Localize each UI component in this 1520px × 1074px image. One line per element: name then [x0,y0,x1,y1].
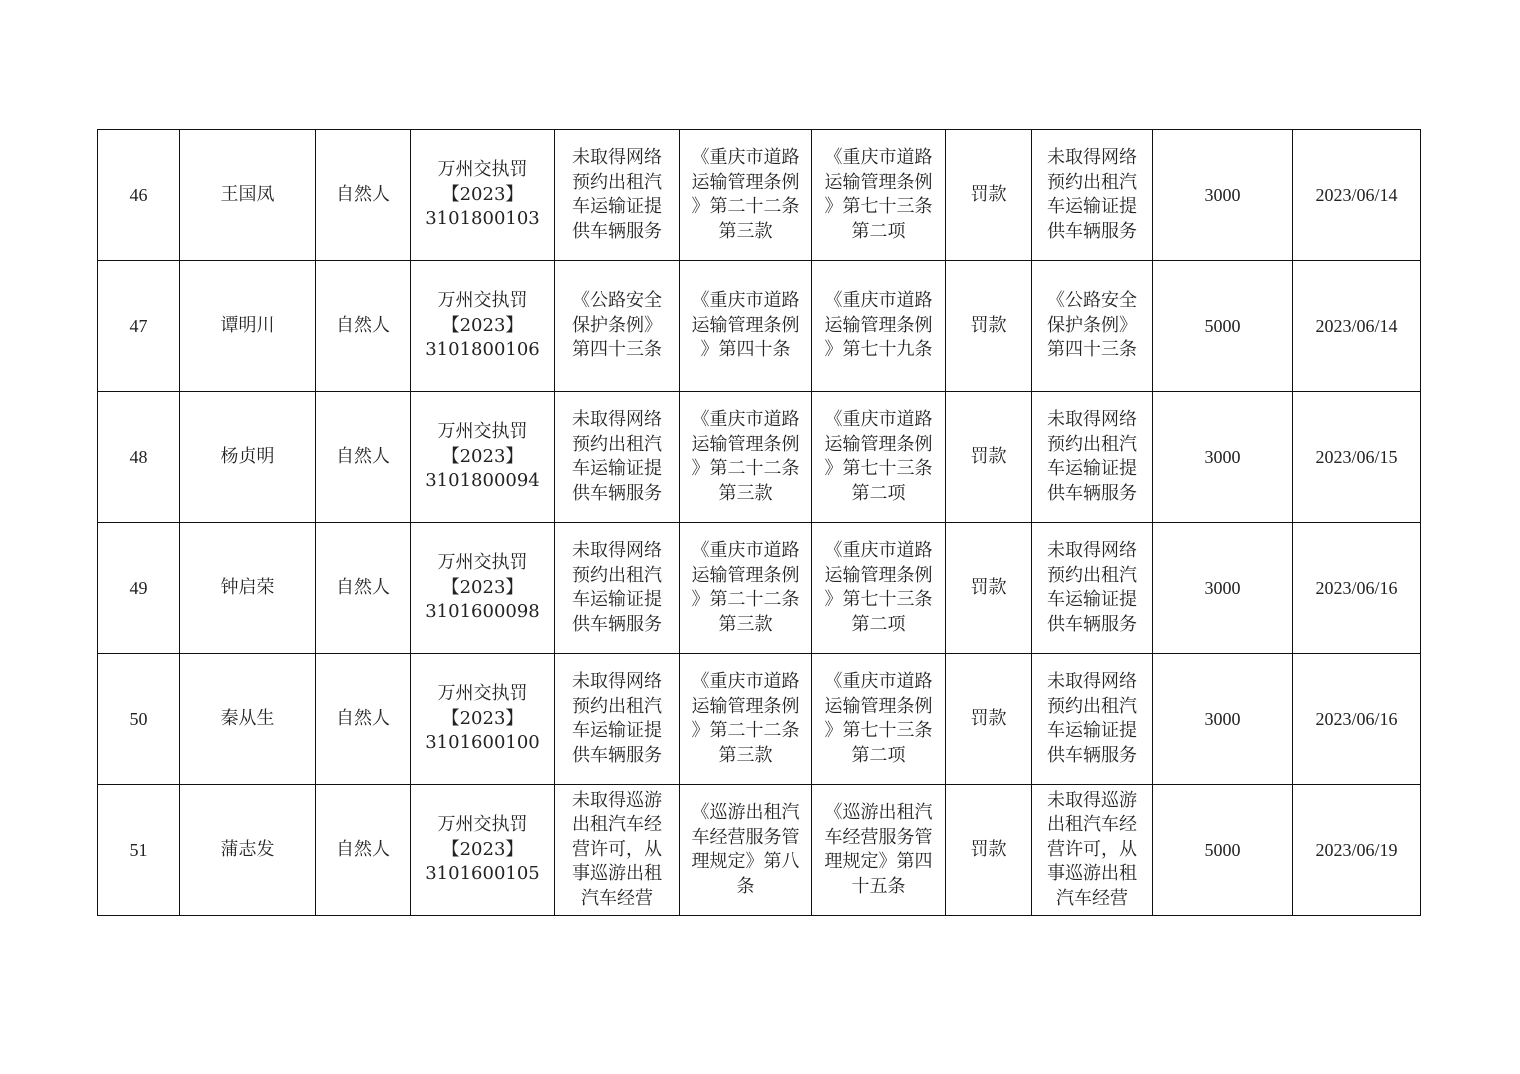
cell-seq: 47 [98,261,180,392]
cell-penalty-basis: 《重庆市道路 运输管理条例 》第七十三条 第二项 [812,523,946,654]
table-body [98,130,1421,916]
cell-date: 2023/06/14 [1293,261,1421,392]
cell-penalty-basis: 《重庆市道路 运输管理条例 》第七十九条 [812,261,946,392]
cell-violated-law: 《重庆市道路 运输管理条例 》第二十二条 第三款 [680,392,812,523]
cell-name: 蒲志发 [180,785,316,916]
cell-violated-law: 《重庆市道路 运输管理条例 》第二十二条 第三款 [680,130,812,261]
cell-violation: 《公路安全 保护条例》 第四十三条 [555,261,680,392]
cell-penalty-type: 罚款 [946,261,1032,392]
cell-violation: 未取得巡游 出租汽车经 营许可，从 事巡游出租 汽车经营 [555,785,680,916]
cell-amount: 3000 [1153,654,1293,785]
cell-violated-law: 《重庆市道路 运输管理条例 》第二十二条 第三款 [680,654,812,785]
cell-party-type: 自然人 [316,523,411,654]
cell-penalty-type: 罚款 [946,130,1032,261]
cell-doc-no: 万州交执罚 【2023】 3101800103 [411,130,555,261]
cell-penalty-content: 未取得网络 预约出租汽 车运输证提 供车辆服务 [1032,654,1153,785]
penalty-records-table [97,129,1421,916]
cell-date: 2023/06/15 [1293,392,1421,523]
cell-name: 秦从生 [180,654,316,785]
cell-violated-law: 《巡游出租汽 车经营服务管 理规定》第八 条 [680,785,812,916]
cell-doc-no: 万州交执罚 【2023】 3101800106 [411,261,555,392]
cell-party-type: 自然人 [316,130,411,261]
cell-party-type: 自然人 [316,654,411,785]
cell-seq: 50 [98,654,180,785]
cell-violation: 未取得网络 预约出租汽 车运输证提 供车辆服务 [555,130,680,261]
cell-name: 钟启荣 [180,523,316,654]
cell-doc-no: 万州交执罚 【2023】 3101800094 [411,392,555,523]
table-row [98,654,1421,785]
cell-date: 2023/06/16 [1293,654,1421,785]
cell-penalty-type: 罚款 [946,523,1032,654]
cell-violation: 未取得网络 预约出租汽 车运输证提 供车辆服务 [555,523,680,654]
cell-violation: 未取得网络 预约出租汽 车运输证提 供车辆服务 [555,392,680,523]
cell-amount: 3000 [1153,523,1293,654]
cell-amount: 5000 [1153,261,1293,392]
cell-doc-no: 万州交执罚 【2023】 3101600105 [411,785,555,916]
cell-date: 2023/06/14 [1293,130,1421,261]
cell-amount: 3000 [1153,130,1293,261]
cell-penalty-content: 未取得网络 预约出租汽 车运输证提 供车辆服务 [1032,523,1153,654]
cell-party-type: 自然人 [316,392,411,523]
cell-seq: 49 [98,523,180,654]
cell-penalty-type: 罚款 [946,785,1032,916]
cell-penalty-basis: 《巡游出租汽 车经营服务管 理规定》第四 十五条 [812,785,946,916]
cell-penalty-type: 罚款 [946,392,1032,523]
cell-party-type: 自然人 [316,261,411,392]
cell-name: 杨贞明 [180,392,316,523]
cell-seq: 48 [98,392,180,523]
cell-name: 谭明川 [180,261,316,392]
cell-penalty-basis: 《重庆市道路 运输管理条例 》第七十三条 第二项 [812,392,946,523]
cell-penalty-basis: 《重庆市道路 运输管理条例 》第七十三条 第二项 [812,654,946,785]
cell-seq: 46 [98,130,180,261]
cell-amount: 3000 [1153,392,1293,523]
table-row [98,261,1421,392]
cell-doc-no: 万州交执罚 【2023】 3101600098 [411,523,555,654]
cell-violated-law: 《重庆市道路 运输管理条例 》第二十二条 第三款 [680,523,812,654]
cell-date: 2023/06/19 [1293,785,1421,916]
cell-doc-no: 万州交执罚 【2023】 3101600100 [411,654,555,785]
cell-amount: 5000 [1153,785,1293,916]
table-row [98,392,1421,523]
cell-penalty-basis: 《重庆市道路 运输管理条例 》第七十三条 第二项 [812,130,946,261]
cell-date: 2023/06/16 [1293,523,1421,654]
cell-violation: 未取得网络 预约出租汽 车运输证提 供车辆服务 [555,654,680,785]
cell-seq: 51 [98,785,180,916]
cell-penalty-type: 罚款 [946,654,1032,785]
table-row [98,130,1421,261]
cell-penalty-content: 《公路安全 保护条例》 第四十三条 [1032,261,1153,392]
cell-name: 王国凤 [180,130,316,261]
cell-penalty-content: 未取得网络 预约出租汽 车运输证提 供车辆服务 [1032,130,1153,261]
table-row [98,785,1421,916]
table-row [98,523,1421,654]
cell-penalty-content: 未取得巡游 出租汽车经 营许可，从 事巡游出租 汽车经营 [1032,785,1153,916]
cell-violated-law: 《重庆市道路 运输管理条例 》第四十条 [680,261,812,392]
cell-party-type: 自然人 [316,785,411,916]
cell-penalty-content: 未取得网络 预约出租汽 车运输证提 供车辆服务 [1032,392,1153,523]
